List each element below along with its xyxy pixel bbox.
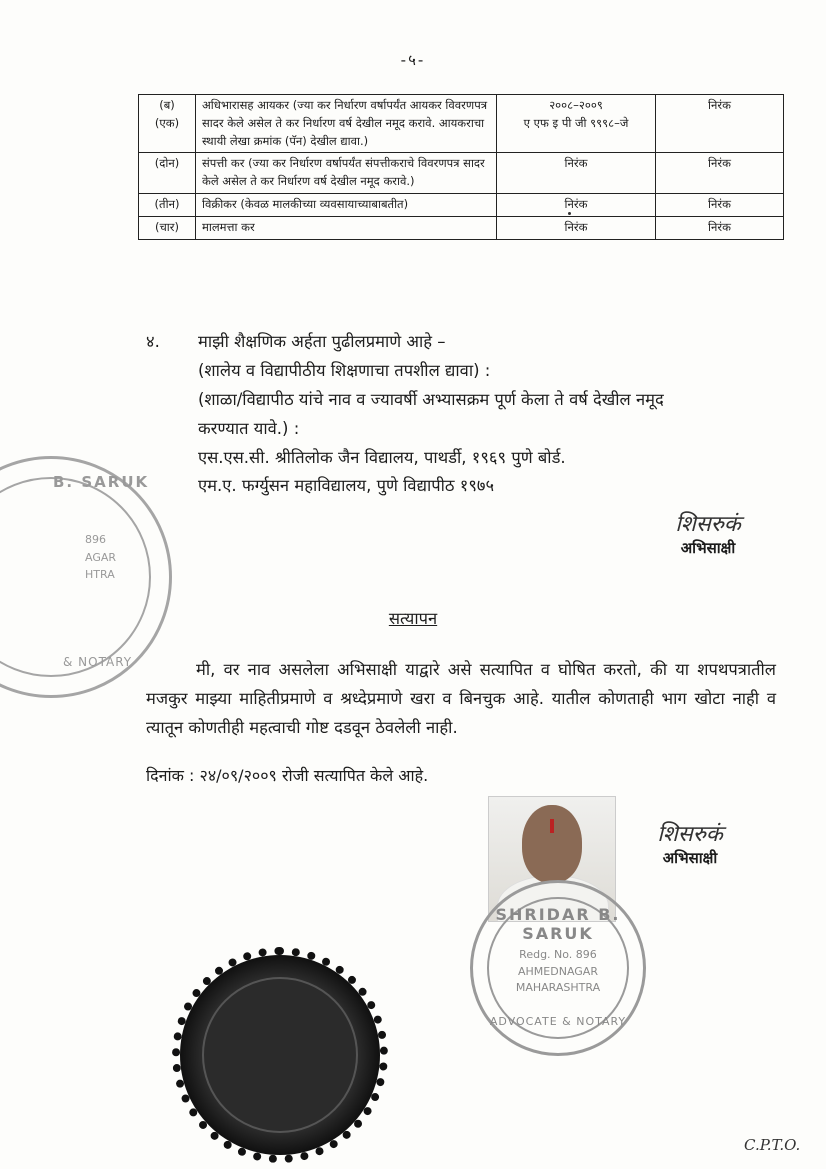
tax-row-value-2: निरंक [656, 95, 784, 153]
signature-scrawl: शिसरुकं [657, 822, 723, 847]
tax-row [139, 95, 784, 153]
tax-row-number: (दोन) [139, 153, 196, 194]
section-4-line: (शाळा/विद्यापीठ यांचे नाव व ज्यावर्षी अभ्यासक्रम पूर्ण केला ते वर्ष देखील नमूद [198, 389, 664, 409]
tax-row [139, 194, 784, 217]
section-4-number: ४. [146, 332, 160, 351]
tax-row-description: अधिभारासह आयकर (ज्या कर निर्धारण वर्षापर्यंत आयकर विवरणपत्र सादर केले असेल ते कर निर्धारण वर्ष देखील नमूद करावे. आयकराचा स्थायी लेखा क्रमांक (पॅन) देखील द्यावा.) [196, 95, 497, 153]
verification-date: दिनांक : २४/०९/२००९ रोजी सत्यापित केले आहे. [146, 766, 429, 785]
pto-note: C.P.T.O. [744, 1136, 801, 1154]
tax-row-description: मालमत्ता कर [196, 216, 497, 239]
seal-title-text: ADVOCATE & NOTARY [489, 1015, 627, 1028]
page-number: -५- [400, 51, 426, 69]
tax-row-number: (ब) (एक) [139, 95, 196, 153]
tax-row-number: (चार) [139, 216, 196, 239]
deponent-signature-1 [638, 508, 778, 558]
seal-name-text: SHRIDAR B. SARUK [495, 905, 621, 943]
tax-row-value: निरंक [497, 153, 656, 194]
notary-seal [470, 880, 646, 1056]
signature-label: अभिसाक्षी [680, 539, 736, 557]
signature-scrawl: शिसरुकं [675, 512, 741, 537]
education-entry-ma: एम.ए. फर्ग्युसन महाविद्यालय, पुणे विद्यापीठ १९७५ [198, 476, 495, 496]
seal-details-text: 896 AGAR HTRA [85, 533, 117, 582]
tax-row-value-2: निरंक [656, 216, 784, 239]
seal-title-text: & NOTARY [63, 655, 133, 669]
stray-mark [568, 212, 571, 215]
verification-heading: सत्यापन [388, 609, 438, 628]
tax-row-value: २००८–२००९ ए एफ इ पी जी ९९९८–जे [497, 95, 656, 153]
section-4-line: माझी शैक्षणिक अर्हता पुढीलप्रमाणे आहे – [198, 332, 446, 351]
tax-row-description: संपत्ती कर (ज्या कर निर्धारण वर्षापर्यंत संपत्तीकराचे विवरणपत्र सादर केले असेल ते कर निर्धारण वर्ष देखील नमूद करावे.) [196, 153, 497, 194]
tax-row [139, 153, 784, 194]
seal-details-text: Redg. No. 896 AHMEDNAGAR MAHARASHTRA [515, 948, 601, 994]
seal-name-text: B. SARUK [53, 473, 150, 491]
embossed-black-seal [180, 955, 380, 1155]
tax-row-description: विक्रीकर (केवळ मालकीच्या व्यवसायाच्याबाबतीत) [196, 194, 497, 217]
verification-body: मी, वर नाव असलेला अभिसाक्षी याद्वारे असे सत्यापित व घोषित करतो, की या शपथपत्रातील मजकुर माझ्या माहितीप्रमाणे व श्रध्देप्रमाणे खरा व बिनचुक आहे. यातील कोणताही भाग खोटा नाही व त्यातून कोणतीही महत्वाची गोष्ट दडवून ठेवलेली नाही. [146, 660, 776, 737]
signature-label: अभिसाक्षी [662, 849, 718, 867]
tax-row-value-2: निरंक [656, 194, 784, 217]
tax-row [139, 216, 784, 239]
tax-row-value: निरंक [497, 216, 656, 239]
deponent-signature-2 [620, 818, 760, 868]
tax-row-value-2: निरंक [656, 153, 784, 194]
tax-details-table [138, 94, 784, 240]
section-4-text [198, 328, 768, 501]
tax-row-number: (तीन) [139, 194, 196, 217]
education-entry-ssc: एस.एस.सी. श्रीतिलोक जैन विद्यालय, पाथर्डी, १९६९ पुणे बोर्ड. [198, 447, 566, 467]
section-4-line: करण्यात यावे.) : [198, 418, 300, 438]
tax-row-value: निरंक [497, 194, 656, 217]
section-4-line: (शालेय व विद्यापीठीय शिक्षणाचा तपशील द्यावा) : [198, 360, 491, 380]
